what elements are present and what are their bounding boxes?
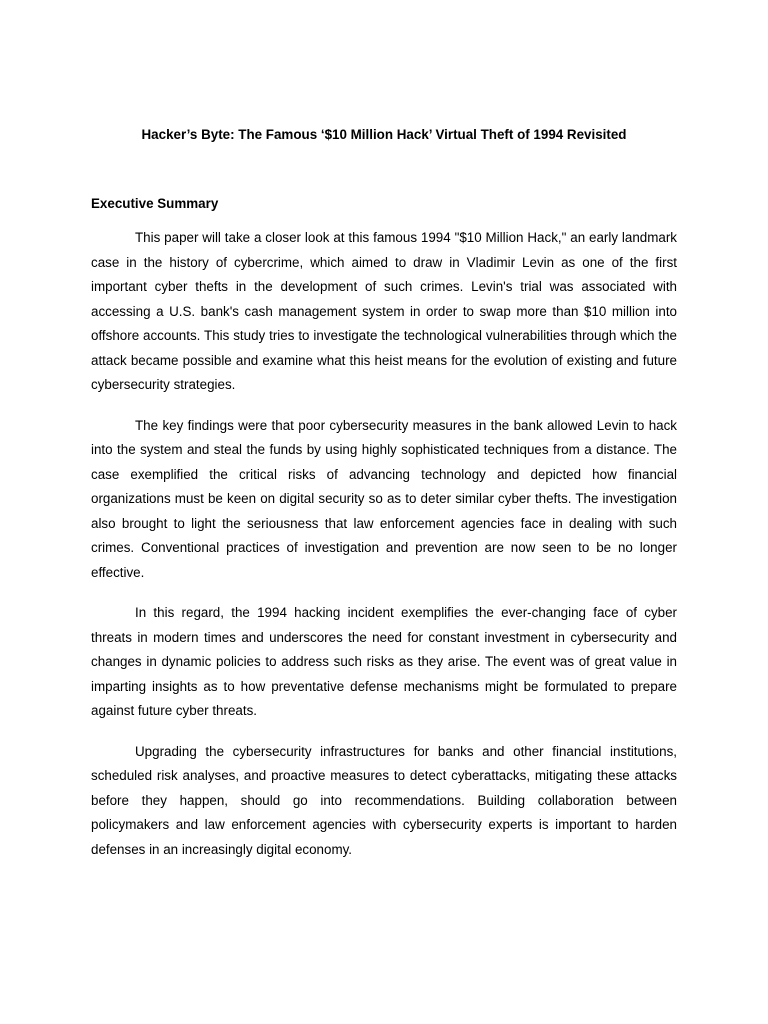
paragraph-4: Upgrading the cybersecurity infrastructures for banks and other financial institutions, scheduled risk analyses, and proactive measures to detect cyberattacks, mitigating these attacks before they happen, should go into recommendations. Building collaboration between policymakers and law enforcement agencies with cybersecurity experts is important to harden defenses in an increasingly digital economy. bbox=[91, 743, 677, 857]
section-heading-executive-summary: Executive Summary bbox=[91, 196, 219, 211]
paragraph-2: The key findings were that poor cybersecurity measures in the bank allowed Levin to hack into the system and steal the funds by using highly sophisticated techniques from a distance. The case exemplified the critical risks of advancing technology and depicted how financial organizations must be keen on digital security so as to deter similar cyber thefts. The investigation also brought to light the seriousness that law enforcement agencies face in dealing with such crimes. Conventional practices of investigation and prevention are now seen to be no longer effective. bbox=[91, 417, 677, 580]
document-title: Hacker’s Byte: The Famous ‘$10 Million Hack’ Virtual Theft of 1994 Revisited bbox=[141, 127, 627, 142]
paragraph-1: This paper will take a closer look at this famous 1994 "$10 Million Hack," an early landmark case in the history of cybercrime, which aimed to draw in Vladimir Levin as one of the first important cyber thefts in the development of such crimes. Levin's trial was associated with accessing a U.S. bank's cash management system in order to swap more than $10 million into offshore accounts. This study tries to investigate the technological vulnerabilities through which the attack became possible and examine what this heist means for the evolution of existing and future cybersecurity strategies. bbox=[91, 230, 677, 392]
document-body bbox=[91, 226, 677, 878]
paragraph-3: In this regard, the 1994 hacking incident exemplifies the ever-changing face of cyber threats in modern times and underscores the need for constant investment in cybersecurity and changes in dynamic policies to address such risks as they arise. The event was of great value in imparting insights as to how preventative defense mechanisms might be formulated to prepare against future cyber threats. bbox=[91, 605, 677, 718]
